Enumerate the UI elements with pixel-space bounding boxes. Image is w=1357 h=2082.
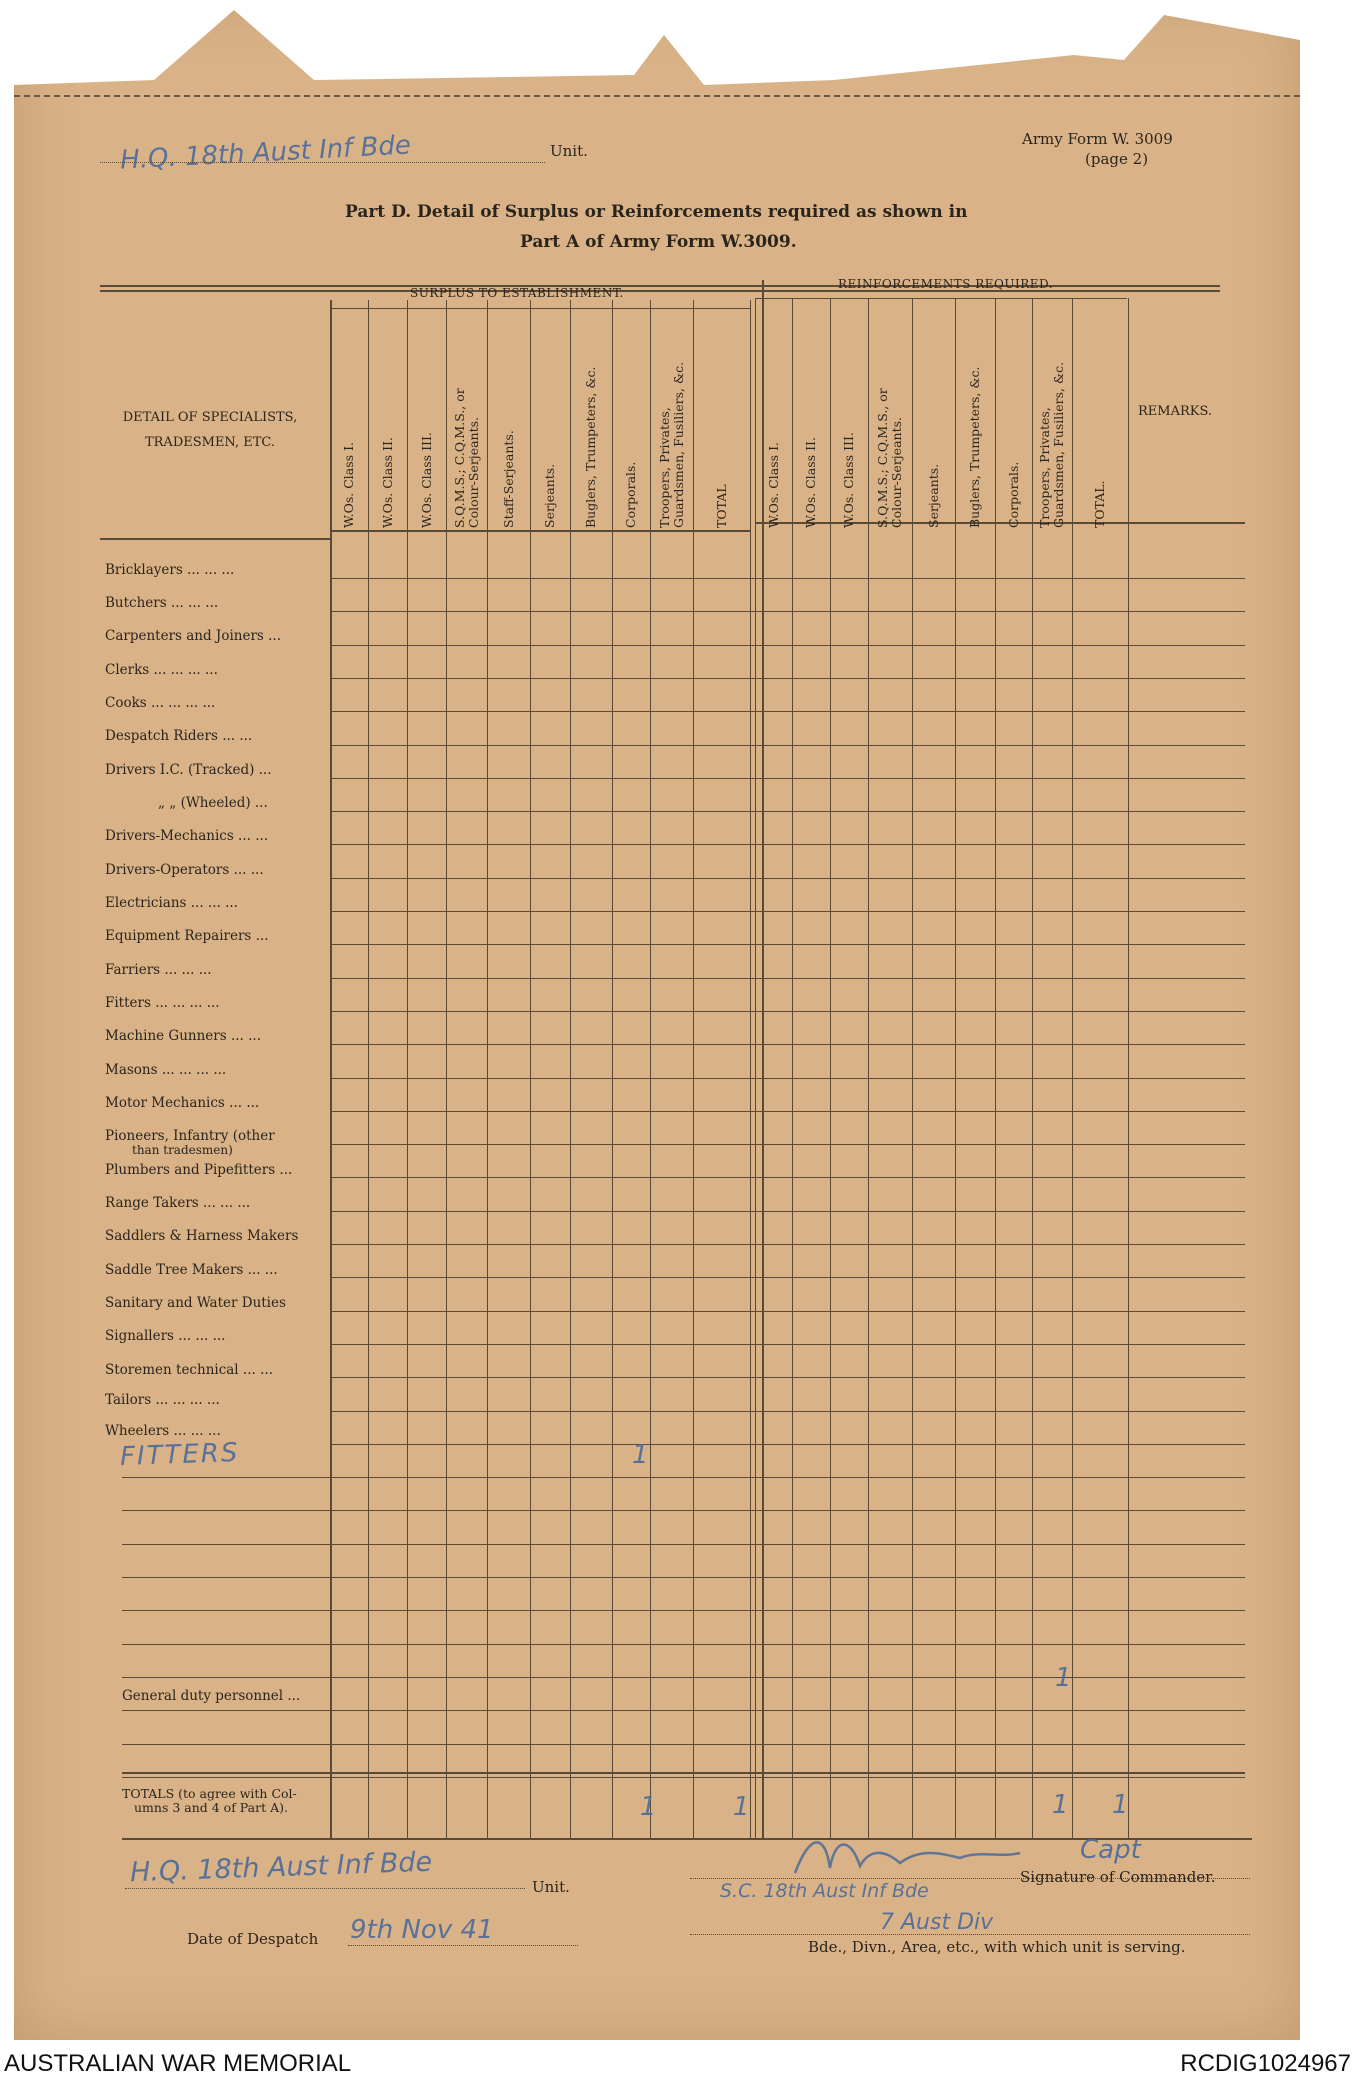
- row-label: Signallers ... ... ...: [105, 1328, 226, 1344]
- totals-label-line2: umns 3 and 4 of Part A).: [134, 1800, 288, 1815]
- detail-header-line2: TRADESMEN, ETC.: [144, 435, 276, 450]
- extra-row-fitters-value: 1: [632, 1440, 649, 1470]
- row-rule: [330, 645, 1245, 646]
- reinf-header-bottom-rule: [755, 522, 1245, 524]
- row-rule: [330, 778, 1245, 779]
- reinf-col-line: [830, 298, 831, 1838]
- row-rule: [330, 1011, 1245, 1012]
- extra-row-rule: [122, 1677, 330, 1678]
- totals-surplus-troopers: 1: [640, 1792, 657, 1822]
- row-label: Fitters ... ... ... ...: [105, 995, 220, 1011]
- row-rule: [330, 978, 1245, 979]
- perforation-line: [14, 95, 1300, 97]
- row-rule: [330, 1311, 1245, 1312]
- reinf-col-line: [1032, 298, 1033, 1838]
- row-label: Farriers ... ... ...: [105, 962, 212, 978]
- row-label: Bricklayers ... ... ...: [105, 562, 235, 578]
- row-rule: [330, 1411, 1245, 1412]
- surplus-column-header: TOTAL: [713, 484, 729, 528]
- unit-label: Unit.: [550, 142, 588, 160]
- extra-row-rule: [122, 1744, 330, 1745]
- row-rule: [330, 578, 1245, 579]
- row-label: Drivers-Mechanics ... ...: [105, 828, 269, 844]
- extra-row-rule: [122, 1477, 330, 1478]
- row-label: Sanitary and Water Duties: [105, 1295, 286, 1311]
- row-rule: [330, 811, 1245, 812]
- form-title-line2: Part A of Army Form W.3009.: [520, 232, 797, 252]
- bottom-unit-line: [125, 1888, 525, 1889]
- surplus-column-header: W.Os. Class II.: [379, 437, 395, 528]
- torn-top-edge: [14, 0, 1300, 100]
- row-label: Drivers I.C. (Tracked) ...: [105, 762, 272, 778]
- form-page: (page 2): [1085, 150, 1149, 168]
- extra-row-rule: [122, 1644, 330, 1645]
- signature-label: Signature of Commander.: [1020, 1868, 1216, 1886]
- signature-rank: Capt: [1080, 1835, 1141, 1865]
- row-label: Equipment Repairers ...: [105, 928, 269, 944]
- row-rule: [330, 944, 1245, 945]
- detail-header-bottom-rule: [100, 538, 330, 540]
- row-label: Carpenters and Joiners ...: [105, 628, 282, 644]
- row-rule: [330, 878, 1245, 879]
- row-rule: [330, 1610, 1245, 1611]
- surplus-column-header: Troopers, Privates, Guardsmen, Fusiliers, &c.: [656, 361, 686, 528]
- surplus-header: SURPLUS TO ESTABLISHMENT.: [410, 286, 624, 300]
- row-rule: [330, 678, 1245, 679]
- surplus-col-line: [530, 300, 531, 1840]
- bottom-unit-label: Unit.: [532, 1878, 570, 1896]
- extra-row-rule: [122, 1544, 330, 1545]
- row-label: Storemen technical ... ...: [105, 1362, 273, 1378]
- totals-reinf-total: 1: [1112, 1790, 1129, 1820]
- reinforcement-column-header: Troopers, Privates, Guardsmen, Fusiliers, &c.: [1037, 361, 1066, 528]
- row-label: Clerks ... ... ... ...: [105, 662, 218, 678]
- surplus-col-line: [750, 300, 751, 1840]
- surplus-column-header: W.Os. Class I.: [341, 442, 356, 528]
- detail-header: [100, 410, 320, 450]
- row-label: Drivers-Operators ... ...: [105, 862, 264, 878]
- date-label: Date of Despatch: [187, 1930, 319, 1948]
- totals-top-rule-2: [122, 1777, 1245, 1778]
- surplus-column-header: Corporals.: [623, 461, 638, 528]
- extra-row-rule: [122, 1610, 330, 1611]
- row-label: Tailors ... ... ... ...: [105, 1392, 220, 1408]
- formation-handwritten-line2: 7 Aust Div: [880, 1910, 994, 1935]
- row-rule: [330, 1111, 1245, 1112]
- formation-label: Bde., Divn., Area, etc., with which unit is serving.: [808, 1938, 1186, 1956]
- reinf-col-line: [868, 298, 869, 1838]
- extra-row-rule: [122, 1510, 330, 1511]
- reinf-col-line: [1128, 298, 1129, 1838]
- row-label: Despatch Riders ... ...: [105, 728, 253, 744]
- row-label: Pioneers, Infantry (other: [105, 1128, 275, 1144]
- extra-row-rule: [122, 1577, 330, 1578]
- general-duty-label: General duty personnel ...: [122, 1688, 301, 1704]
- reinforcement-column-header: TOTAL.: [1092, 480, 1107, 528]
- surplus-col-line: [570, 300, 571, 1840]
- surplus-col-line: [407, 300, 408, 1840]
- row-label: Wheelers ... ... ...: [105, 1423, 221, 1439]
- surplus-col-line: [487, 300, 488, 1840]
- formation-handwritten-line1: S.C. 18th Aust Inf Bde: [720, 1880, 929, 1902]
- row-rule: [330, 711, 1245, 712]
- row-rule: [330, 1377, 1245, 1378]
- paper-sheet: [14, 0, 1300, 2040]
- surplus-col-line: [693, 300, 694, 1840]
- reinforcement-column-header: Corporals.: [1005, 461, 1021, 528]
- totals-label: [122, 1787, 297, 1815]
- reinforcement-column-header: Buglers, Trumpeters, &c.: [967, 366, 982, 528]
- row-rule: [330, 611, 1245, 612]
- row-rule: [330, 1644, 1245, 1645]
- surplus-column-header: Buglers, Trumpeters, &c.: [583, 366, 598, 528]
- commander-signature: [790, 1828, 1030, 1888]
- pioneers-sub-label: than tradesmen): [132, 1143, 233, 1157]
- totals-reinf-troopers: 1: [1052, 1790, 1069, 1820]
- reinforcement-column-header: S.Q.M.S.; C.Q.M.S., or Colour-Serjeants.: [875, 388, 904, 528]
- reinf-col-line: [792, 298, 793, 1838]
- reinforcement-column-header: W.Os. Class II.: [803, 437, 818, 528]
- surplus-column-header: S.Q.M.S.; C.Q.M.S., or Colour-Serjeants.: [451, 388, 481, 528]
- general-duty-value: 1: [1055, 1663, 1072, 1693]
- row-rule: [330, 1510, 1245, 1511]
- row-label: Plumbers and Pipefitters ...: [105, 1162, 293, 1178]
- row-label: „ „ (Wheeled) ...: [158, 795, 268, 811]
- row-rule: [330, 1444, 1245, 1445]
- row-rule: [330, 745, 1245, 746]
- form-number: Army Form W. 3009: [1022, 130, 1173, 148]
- reinforcement-column-header: Serjeants.: [925, 463, 941, 528]
- surplus-column-header: W.Os. Class III.: [418, 432, 434, 528]
- date-line: [348, 1945, 578, 1946]
- footer-archive: AUSTRALIAN WAR MEMORIAL: [4, 2050, 352, 2077]
- row-label: Machine Gunners ... ...: [105, 1028, 261, 1044]
- row-label: Butchers ... ... ...: [105, 595, 219, 611]
- row-rule: [330, 1544, 1245, 1545]
- row-rule: [330, 1144, 1245, 1145]
- row-rule: [330, 911, 1245, 912]
- surplus-col-line: [650, 300, 651, 1840]
- footer-id: RCDIG1024967: [1180, 2050, 1351, 2077]
- reinforcement-column-header: W.Os. Class I.: [765, 442, 781, 528]
- reinforcement-column-header: W.Os. Class III.: [841, 432, 856, 528]
- totals-top-rule: [122, 1772, 1245, 1774]
- bottom-unit-handwritten: H.Q. 18th Aust Inf Bde: [129, 1846, 433, 1889]
- row-label: Electricians ... ... ...: [105, 895, 238, 911]
- row-label: Cooks ... ... ... ...: [105, 695, 216, 711]
- row-label: Motor Mechanics ... ...: [105, 1095, 260, 1111]
- form-title-line1: Part D. Detail of Surplus or Reinforcements required as shown in: [345, 202, 968, 222]
- extra-row-fitters: FITTERS: [119, 1437, 240, 1473]
- surplus-col-line: [446, 300, 447, 1840]
- reinf-col-line: [955, 298, 956, 1838]
- row-rule: [330, 1344, 1245, 1345]
- remarks-header: REMARKS.: [1138, 404, 1213, 419]
- row-label: Range Takers ... ... ...: [105, 1195, 251, 1211]
- unit-dotted-line: [100, 162, 545, 163]
- surplus-column-header: Staff-Serjeants.: [500, 430, 516, 528]
- reinf-col-line: [995, 298, 996, 1838]
- date-handwritten: 9th Nov 41: [350, 1915, 494, 1945]
- surplus-column-header: Serjeants.: [542, 463, 557, 528]
- row-label: Saddle Tree Makers ... ...: [105, 1262, 278, 1278]
- row-rule: [330, 844, 1245, 845]
- row-rule: [330, 1577, 1245, 1578]
- row-rule: [330, 1211, 1245, 1212]
- surplus-col-line: [368, 300, 369, 1840]
- row-label: Saddlers & Harness Makers: [105, 1228, 299, 1244]
- row-rule: [330, 1477, 1245, 1478]
- row-rule: [330, 1744, 1245, 1745]
- totals-surplus-total: 1: [733, 1792, 750, 1822]
- row-rule: [330, 1710, 1245, 1711]
- reinf-col-line: [1072, 298, 1073, 1838]
- reinf-col-line: [755, 298, 756, 1838]
- center-divider: [762, 280, 764, 1840]
- surplus-col-line: [612, 300, 613, 1840]
- row-rule: [330, 1677, 1245, 1678]
- row-label: Masons ... ... ... ...: [105, 1062, 227, 1078]
- extra-row-rule: [122, 1710, 330, 1711]
- reinforcements-header: REINFORCEMENTS REQUIRED.: [838, 277, 1054, 291]
- totals-label-line1: TOTALS (to agree with Col-: [122, 1786, 297, 1801]
- row-rule: [330, 1277, 1245, 1278]
- row-rule: [330, 1244, 1245, 1245]
- surplus-header-rule: [330, 308, 750, 309]
- formation-line: [690, 1934, 1250, 1935]
- row-rule: [330, 1078, 1245, 1079]
- surplus-col-line: [330, 300, 332, 1840]
- row-rule: [330, 1044, 1245, 1045]
- reinf-col-line: [912, 298, 913, 1838]
- surplus-header-bottom-rule: [330, 530, 750, 532]
- unit-handwritten: H.Q. 18th Aust Inf Bde: [119, 130, 412, 176]
- row-rule: [330, 1177, 1245, 1178]
- detail-header-line1: DETAIL OF SPECIALISTS,: [122, 410, 298, 425]
